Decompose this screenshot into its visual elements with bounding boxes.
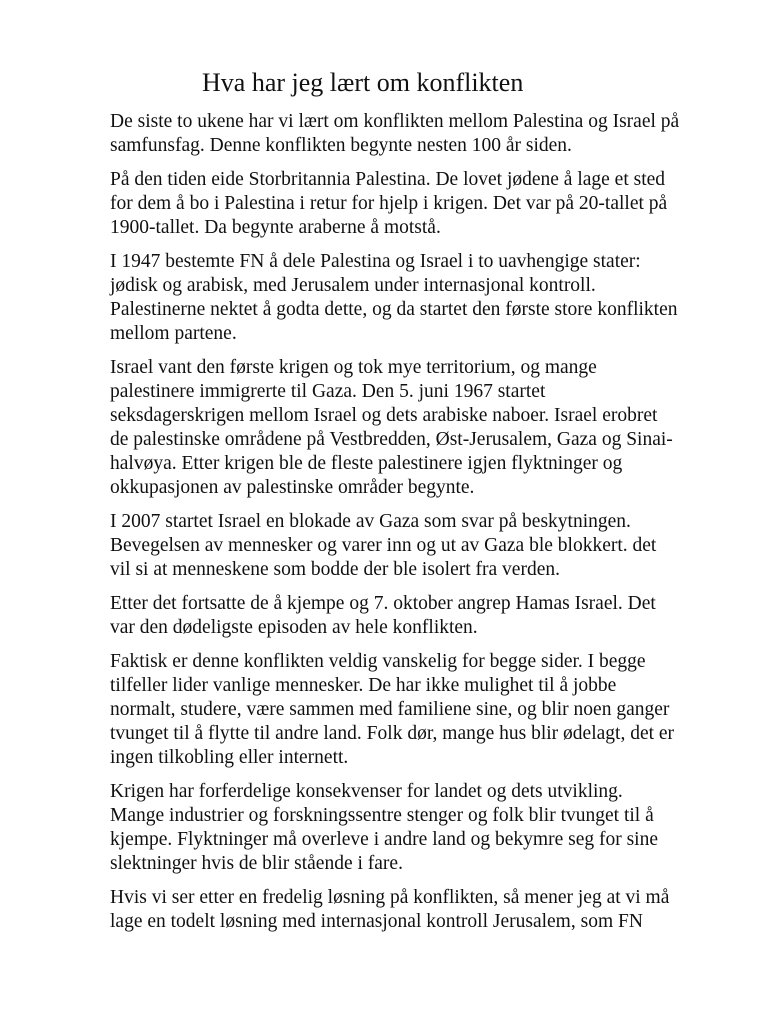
paragraph — [110, 510, 730, 582]
text-line: Hvis vi ser etter en fredelig løsning på konflikten, så mener jeg at vi må — [110, 887, 670, 908]
document-body — [110, 110, 730, 944]
text-line: kjempe. Flyktninger må overleve i andre land og bekymre seg for sine — [110, 829, 658, 850]
text-line: for dem å bo i Palestina i retur for hjelp i krigen. Det var på 20-tallet på — [110, 193, 668, 214]
text-line: I 2007 startet Israel en blokade av Gaza som svar på beskytningen. — [110, 511, 631, 532]
text-line: var den dødeligste episoden av hele konflikten. — [110, 617, 478, 638]
text-line: seksdagerskrigen mellom Israel og dets arabiske naboer. Israel erobret — [110, 405, 658, 426]
paragraph — [110, 110, 730, 158]
text-line: jødisk og arabisk, med Jerusalem under internasjonal kontroll. — [110, 275, 596, 296]
paragraph — [110, 356, 730, 500]
paragraph — [110, 886, 730, 934]
paragraph — [110, 168, 730, 240]
text-line: Palestinerne nektet å godta dette, og da startet den første store konflikten — [110, 299, 678, 320]
text-line: På den tiden eide Storbritannia Palestina. De lovet jødene å lage et sted — [110, 169, 666, 190]
text-line: normalt, studere, være sammen med familiene sine, og blir noen ganger — [110, 699, 670, 720]
text-line: palestinere immigrerte til Gaza. Den 5. juni 1967 startet — [110, 381, 546, 402]
paragraph — [110, 780, 730, 876]
text-line: tilfeller lider vanlige mennesker. De har ikke mulighet til å jobbe — [110, 675, 617, 696]
text-line: halvøya. Etter krigen ble de fleste palestinere igjen flyktninger og — [110, 453, 623, 474]
text-line: slektninger hvis de blir stående i fare. — [110, 853, 403, 874]
paragraph — [110, 650, 730, 770]
text-line: 1900-tallet. Da begynte araberne å motstå. — [110, 217, 441, 238]
text-line: tvunget til å flytte til andre land. Folk dør, mange hus blir ødelagt, det er — [110, 723, 675, 744]
text-line: Etter det fortsatte de å kjempe og 7. oktober angrep Hamas Israel. Det — [110, 593, 656, 614]
text-line: Mange industrier og forskningssentre stenger og folk blir tvunget til å — [110, 805, 654, 826]
text-line: mellom partene. — [110, 323, 237, 344]
paragraph — [110, 250, 730, 346]
text-line: Israel vant den første krigen og tok mye territorium, og mange — [110, 357, 597, 378]
text-line: okkupasjonen av palestinske områder begynte. — [110, 477, 475, 498]
document-title: Hva har jeg lært om konflikten — [202, 68, 524, 97]
text-line: ingen tilkobling eller internett. — [110, 747, 349, 768]
text-line: Bevegelsen av mennesker og varer inn og ut av Gaza ble blokkert. det — [110, 535, 657, 556]
text-line: I 1947 bestemte FN å dele Palestina og Israel i to uavhengige stater: — [110, 251, 641, 272]
text-line: De siste to ukene har vi lært om konflikten mellom Palestina og Israel på — [110, 111, 680, 132]
text-line: lage en todelt løsning med internasjonal kontroll Jerusalem, som FN — [110, 911, 643, 932]
text-line: Krigen har forferdelige konsekvenser for landet og dets utvikling. — [110, 781, 623, 802]
text-line: Faktisk er denne konflikten veldig vanskelig for begge sider. I begge — [110, 651, 646, 672]
text-line: vil si at menneskene som bodde der ble isolert fra verden. — [110, 559, 560, 580]
text-line: de palestinske områdene på Vestbredden, Øst-Jerusalem, Gaza og Sinai- — [110, 429, 673, 450]
text-line: samfunsfag. Denne konflikten begynte nesten 100 år siden. — [110, 135, 572, 156]
paragraph — [110, 592, 730, 640]
